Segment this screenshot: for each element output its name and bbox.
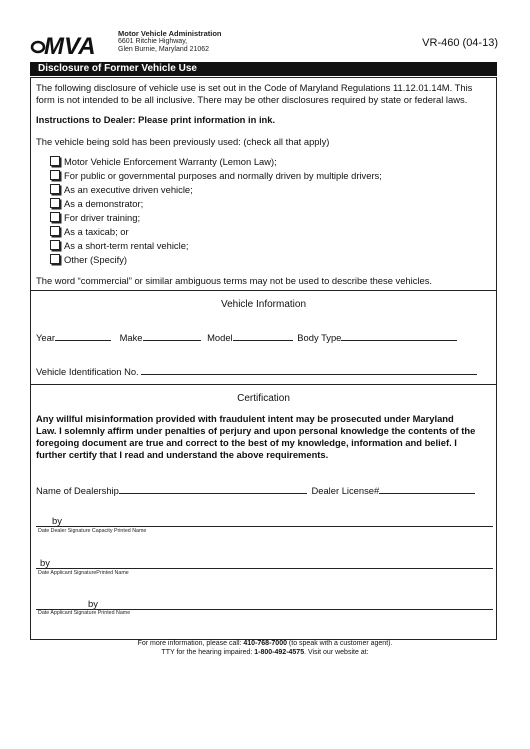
vin-field[interactable] xyxy=(141,364,477,375)
dealer-signature-line[interactable] xyxy=(36,526,493,527)
checkbox-icon[interactable] xyxy=(50,212,60,222)
model-field[interactable] xyxy=(233,330,293,341)
form-number: VR-460 (04-13) xyxy=(422,37,498,49)
divider-certification xyxy=(31,384,496,385)
intro-text xyxy=(36,82,491,106)
footer-info-phone: 410-768-7000 xyxy=(243,640,287,647)
by-label-3: by xyxy=(88,598,98,609)
certification-heading: Certification xyxy=(237,393,290,404)
dealership-field[interactable] xyxy=(119,483,307,494)
agency-name: Motor Vehicle Administration xyxy=(118,29,222,38)
footer-tty-phone: 1-800-492-4575 xyxy=(254,649,305,656)
footer-tty-prefix: TTY for the hearing impaired: xyxy=(161,649,255,656)
footer-info-suffix: (to speak with a customer agent). xyxy=(286,640,393,647)
year-field[interactable] xyxy=(55,330,111,341)
license-label: Dealer License# xyxy=(311,485,380,496)
checkbox-icon[interactable] xyxy=(50,254,60,264)
checkbox-taxicab[interactable]: As a taxicab; or xyxy=(50,226,129,238)
checkbox-icon[interactable] xyxy=(50,184,60,194)
commercial-note: The word “commercial” or similar ambiguous terms may not be used to describe these vehicles. xyxy=(36,275,432,286)
year-label: Year xyxy=(36,332,55,343)
by-label-1: by xyxy=(52,515,62,526)
logo-text: MVA xyxy=(44,33,96,60)
certification-line4: further certify that I read and understand the above requirements. xyxy=(36,449,329,460)
certification-line3: foregoing document are true and correct to the best of my knowledge, information and belief. I xyxy=(36,437,457,448)
checkbox-icon[interactable] xyxy=(50,226,60,236)
checkbox-other[interactable]: Other (Specify) xyxy=(50,254,127,266)
footer-info xyxy=(0,639,530,648)
dealership-label: Name of Dealership xyxy=(36,485,119,496)
checkbox-icon[interactable] xyxy=(50,240,60,250)
model-label: Model xyxy=(207,332,233,343)
vin-row xyxy=(36,364,477,378)
checkbox-public-use[interactable]: For public or governmental purposes and normally driven by multiple drivers; xyxy=(50,170,382,182)
checkbox-executive[interactable]: As an executive driven vehicle; xyxy=(50,184,193,196)
applicant-signature-caption-2: Date Applicant Signature Printed Name xyxy=(38,610,131,616)
applicant-signature-line-1[interactable] xyxy=(36,568,493,569)
body-type-field[interactable] xyxy=(341,330,457,341)
checkbox-icon[interactable] xyxy=(50,198,60,208)
dealership-row xyxy=(36,483,475,497)
previous-use-text: The vehicle being sold has been previously used: (check all that apply) xyxy=(36,136,330,147)
footer-info-prefix: For more information, please call: xyxy=(137,640,244,647)
footer-tty-suffix: . Visit our website at: xyxy=(304,649,369,656)
applicant-signature-caption-1: Date Applicant SignaturePrinted Name xyxy=(38,570,129,576)
certification-line2: Law. I solemnly affirm under penalties of perjury and upon personal knowledge the contents of the xyxy=(36,425,476,436)
vehicle-row xyxy=(36,330,491,344)
body-type-label: Body Type xyxy=(297,332,342,343)
checkbox-icon[interactable] xyxy=(50,156,60,166)
checkbox-driver-training[interactable]: For driver training; xyxy=(50,212,140,224)
checkbox-lemon-law[interactable]: Motor Vehicle Enforcement Warranty (Lemon Law); xyxy=(50,156,277,168)
certification-text xyxy=(36,413,494,461)
intro-line1: The following disclosure of vehicle use is set out in the Code of Maryland Regulations 11.12.01.14M. This xyxy=(36,82,473,93)
title-bar xyxy=(30,62,497,76)
dealer-signature-caption: Date Dealer Signature Capacity Printed Name xyxy=(38,528,147,534)
divider-vehicle xyxy=(31,290,496,291)
checkbox-rental[interactable]: As a short-term rental vehicle; xyxy=(50,240,189,252)
form-title: Disclosure of Former Vehicle Use xyxy=(38,63,197,74)
certification-line1: Any willful misinformation provided with fraudulent intent may be prosecuted under Maryland xyxy=(36,413,454,424)
intro-line2: form is not intended to be all inclusive. There may be other disclosures required by state or federal laws. xyxy=(36,94,468,105)
agency-address-line2: Glen Burnie, Maryland 21062 xyxy=(118,46,210,53)
vin-label: Vehicle Identification No. xyxy=(36,366,139,377)
checkbox-demonstrator[interactable]: As a demonstrator; xyxy=(50,198,143,210)
make-field[interactable] xyxy=(143,330,201,341)
checkbox-icon[interactable] xyxy=(50,170,60,180)
instructions: Instructions to Dealer: Please print information in ink. xyxy=(36,114,276,125)
by-label-2: by xyxy=(40,557,50,568)
agency-address-line1: 6601 Ritchie Highway, xyxy=(118,38,188,45)
vehicle-info-heading: Vehicle Information xyxy=(220,299,307,310)
agency-block xyxy=(118,30,221,54)
make-label: Make xyxy=(119,332,143,343)
footer-tty xyxy=(0,648,530,657)
mva-logo xyxy=(30,30,120,60)
license-field[interactable] xyxy=(379,483,475,494)
